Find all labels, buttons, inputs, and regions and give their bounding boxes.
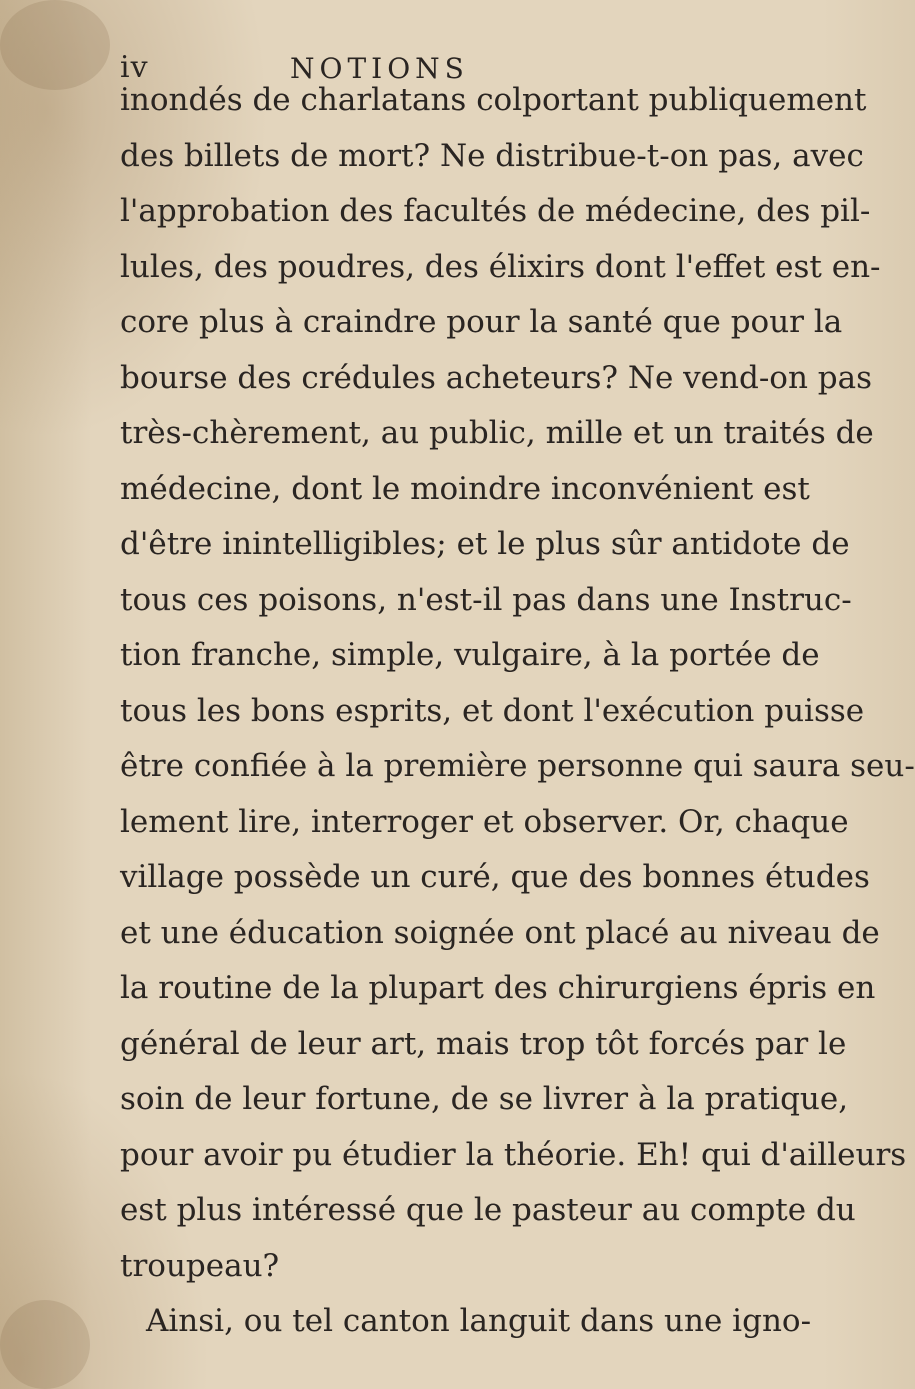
text-line: et une éducation soignée ont placé au niveau de [120,914,880,951]
text-line: troupeau? [120,1247,280,1284]
text-line: village possède un curé, que des bonnes études [120,859,870,895]
paper-stain [0,1300,90,1389]
text-line: des billets de mort? Ne distribue-t-on pas, avec [120,137,864,174]
text-line: lules, des poudres, des élixirs dont l'effet est en- [120,248,881,285]
page-number: iv [120,50,149,85]
text-line: lement lire, interroger et observer. Or, chaque [120,803,849,840]
text-line: inondés de charlatans colportant publiquement [120,82,867,118]
text-line: bourse des crédules acheteurs? Ne vend-on pas [120,359,873,396]
text-line: est plus intéressé que le pasteur au compte du [120,1192,856,1228]
running-title: NOTIONS [290,52,469,85]
text-line: soin de leur fortune, de se livrer à la pratique, [120,1081,849,1117]
text-line: tous ces poisons, n'est-il pas dans une Instruc- [120,581,852,618]
text-line: core plus à craindre pour la santé que pour la [120,304,843,340]
text-line: la routine de la plupart des chirurgiens épris en [120,970,876,1006]
text-line: médecine, dont le moindre inconvénient est [120,470,810,507]
text-line: tous les bons esprits, et dont l'exécution puisse [120,692,865,729]
text-line: très-chèrement, au public, mille et un traités de [120,415,874,451]
text-line: Ainsi, ou tel canton languit dans une igno- [146,1303,812,1339]
text-line: l'approbation des facultés de médecine, des pil- [120,193,871,229]
text-line: pour avoir pu étudier la théorie. Eh! qui d'ailleurs [120,1136,907,1173]
text-line: tion franche, simple, vulgaire, à la portée de [120,637,820,673]
text-line: général de leur art, mais trop tôt forcés par le [120,1025,847,1062]
paper-stain [0,0,110,90]
text-line: d'être inintelligibles; et le plus sûr antidote de [120,526,850,562]
text-line: être confiée à la première personne qui saura seu- [120,748,915,784]
